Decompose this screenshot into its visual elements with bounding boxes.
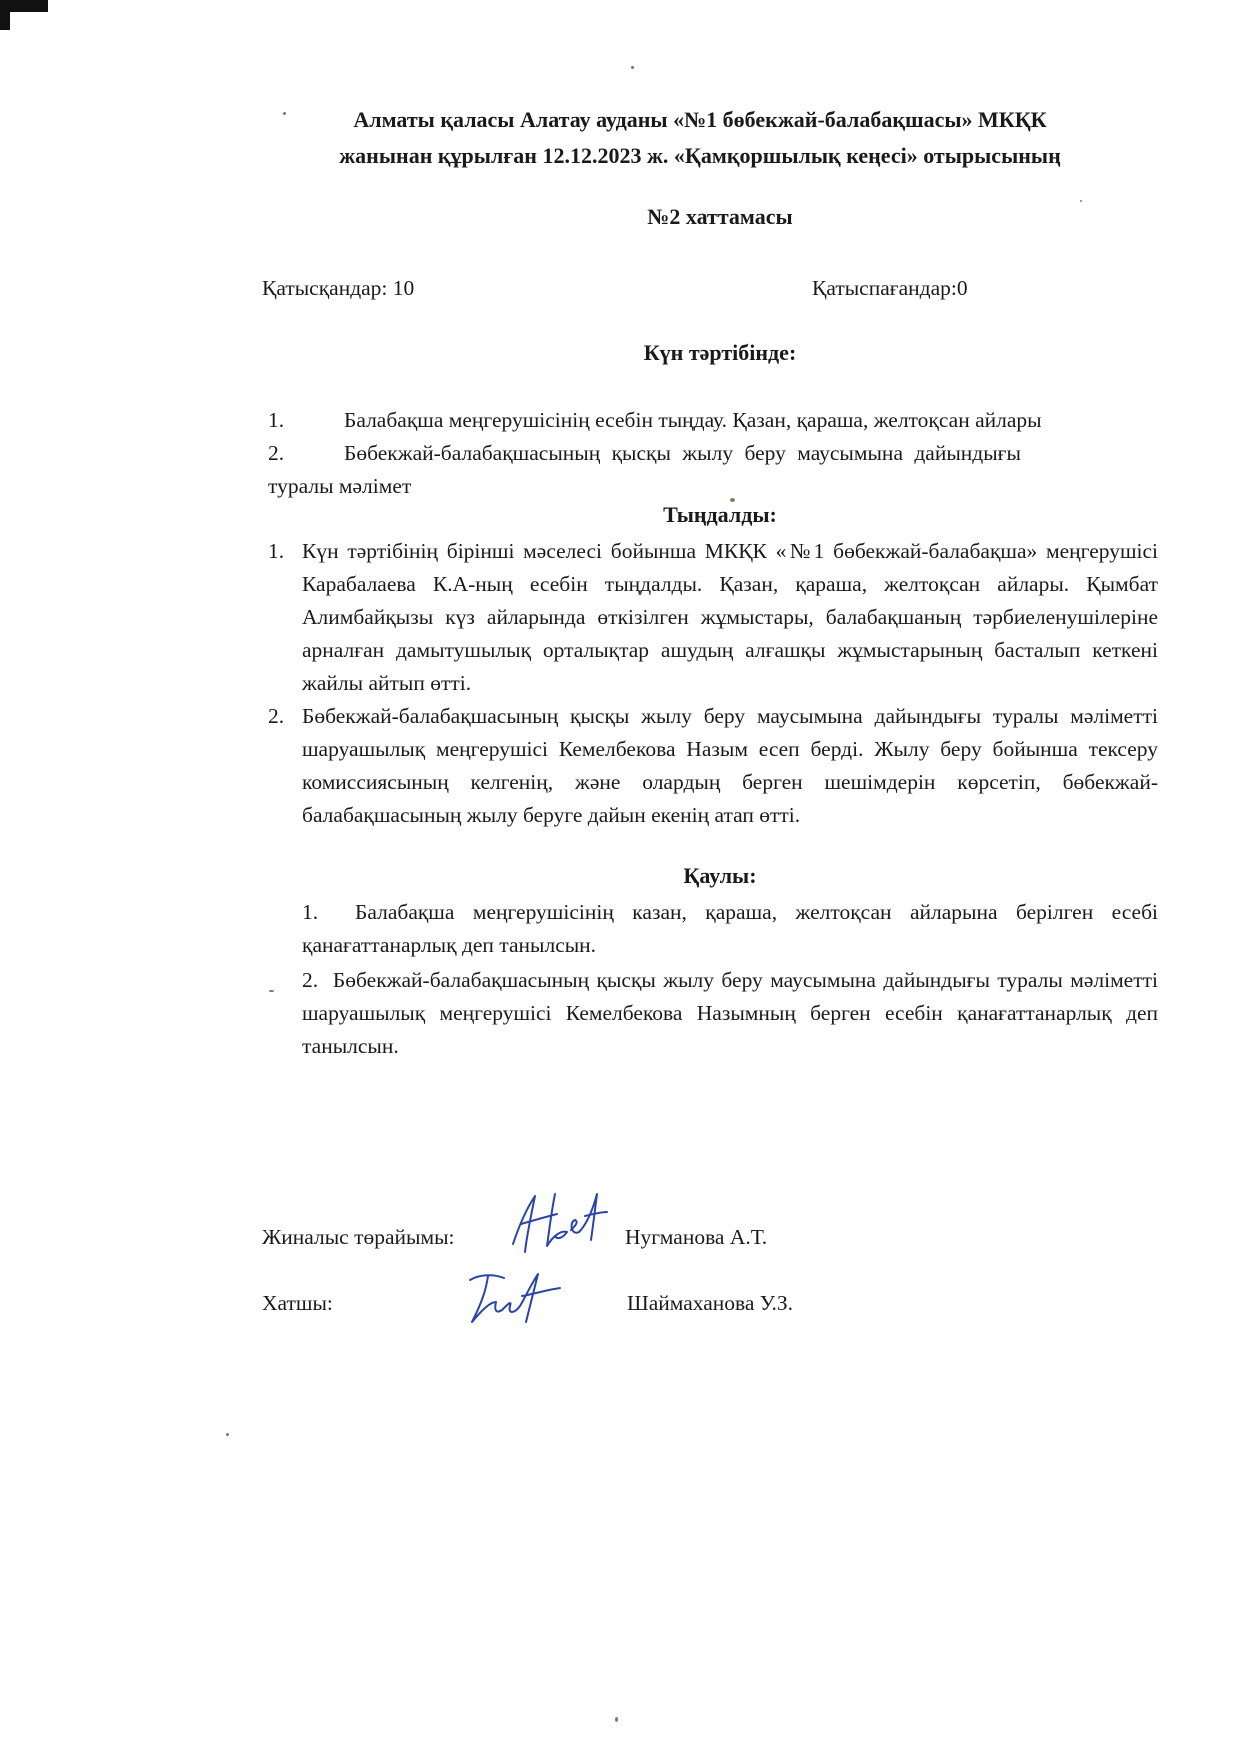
secretary-label: Хатшы: xyxy=(262,1291,333,1315)
secretary-name: Шаймаханова У.З. xyxy=(627,1291,794,1315)
heard-item xyxy=(268,535,1158,700)
agenda-item xyxy=(268,404,1158,437)
heard-list xyxy=(268,535,1158,832)
agenda-item-text: Балабақша меңгерушісінің есебін тыңдау. Қазан, қараша, желтоқсан айлары xyxy=(344,408,1042,432)
resolved-item-text: Бөбекжай-балабақшасының қысқы жылу беру маусымына дайындығы туралы мәліметті шаруашылық меңгерушісі Кемелбекова Назымның берген есебін қанағаттанарлық деп танылсын. xyxy=(302,968,1158,1058)
heard-item-text: Күн тәртібінің бірінші мәселесі бойынша МКҚК «№1 бөбекжай-балабақша» меңгерушісі Карабалаева К.А-ның есебін тыңдалды. Қазан, қараша, желтоқсан айлары. Қымбат Алимбайқызы күз айларында өткізілген жұмыстары, балабақшаның тәрбиеленушілеріне арналған дамытушылық орталықтар ашудың алғашқы жұмыстарының басталып кеткені жайлы айтып өтті. xyxy=(302,539,1158,695)
header-line-2: жанынан құрылған 12.12.2023 ж. «Қамқоршылық кеңесі» отырысының xyxy=(339,143,1061,168)
scan-corner-mark-vertical xyxy=(0,0,10,30)
secretary-signature-image xyxy=(460,1266,570,1336)
resolved-list xyxy=(302,896,1158,1063)
agenda-item-continuation: туралы мәлімет xyxy=(268,474,412,498)
protocol-title: №2 хаттамасы xyxy=(647,204,793,229)
heard-heading: Тыңдалды: xyxy=(663,502,777,527)
agenda-item-number: 2. xyxy=(268,441,285,465)
document-header xyxy=(240,102,1160,174)
scan-speck xyxy=(1080,200,1082,202)
agenda-list xyxy=(268,404,1158,503)
header-line-1: Алматы қаласы Алатау ауданы «№1 бөбекжай-балабақшасы» МКҚК xyxy=(353,107,1047,132)
resolved-item xyxy=(302,964,1158,1063)
agenda-item-text: Бөбекжай-балабақшасының қысқы жылу беру маусымына дайындығы xyxy=(344,441,1021,465)
scan-speck xyxy=(269,990,274,992)
scan-speck xyxy=(631,66,634,69)
scan-speck xyxy=(283,112,286,115)
heard-item-text: Бөбекжай-балабақшасының қысқы жылу беру маусымына дайындығы туралы мәліметті шаруашылық меңгерушісі Кемелбекова Назым есеп берді. Жылу беру бойынша тексеру комиссиясының келгенің, және олардың берген шешімдерін көрсетіп, бөбекжай-балабақшасының жылу беруге дайын екенің атап өтті. xyxy=(302,704,1158,827)
agenda-heading: Күн тәртібінде: xyxy=(643,340,797,365)
resolved-item xyxy=(302,896,1158,962)
agenda-item xyxy=(268,437,1158,470)
resolved-item-number: 2. xyxy=(302,968,319,992)
attendance-absent: Қатыспағандар:0 xyxy=(812,276,968,300)
scan-speck xyxy=(226,1433,229,1436)
chair-signature-image xyxy=(505,1186,610,1266)
agenda-item-number: 1. xyxy=(268,408,285,432)
chair-label: Жиналыс төрайымы: xyxy=(262,1225,455,1249)
heard-item-number: 1. xyxy=(268,539,285,563)
resolved-item-text: Балабақша меңгерушісінің казан, қараша, желтоқсан айларына берілген есебі қанағаттанарлық деп танылсын. xyxy=(302,900,1159,957)
heard-item-number: 2. xyxy=(268,704,285,728)
resolved-heading: Қаулы: xyxy=(683,863,757,888)
chair-name: Нугманова А.Т. xyxy=(625,1225,768,1249)
attendance-present: Қатысқандар: 10 xyxy=(262,276,415,300)
heard-item xyxy=(268,700,1158,832)
scan-speck xyxy=(730,498,735,502)
resolved-item-number: 1. xyxy=(302,900,319,924)
scan-speck xyxy=(615,1717,618,1722)
